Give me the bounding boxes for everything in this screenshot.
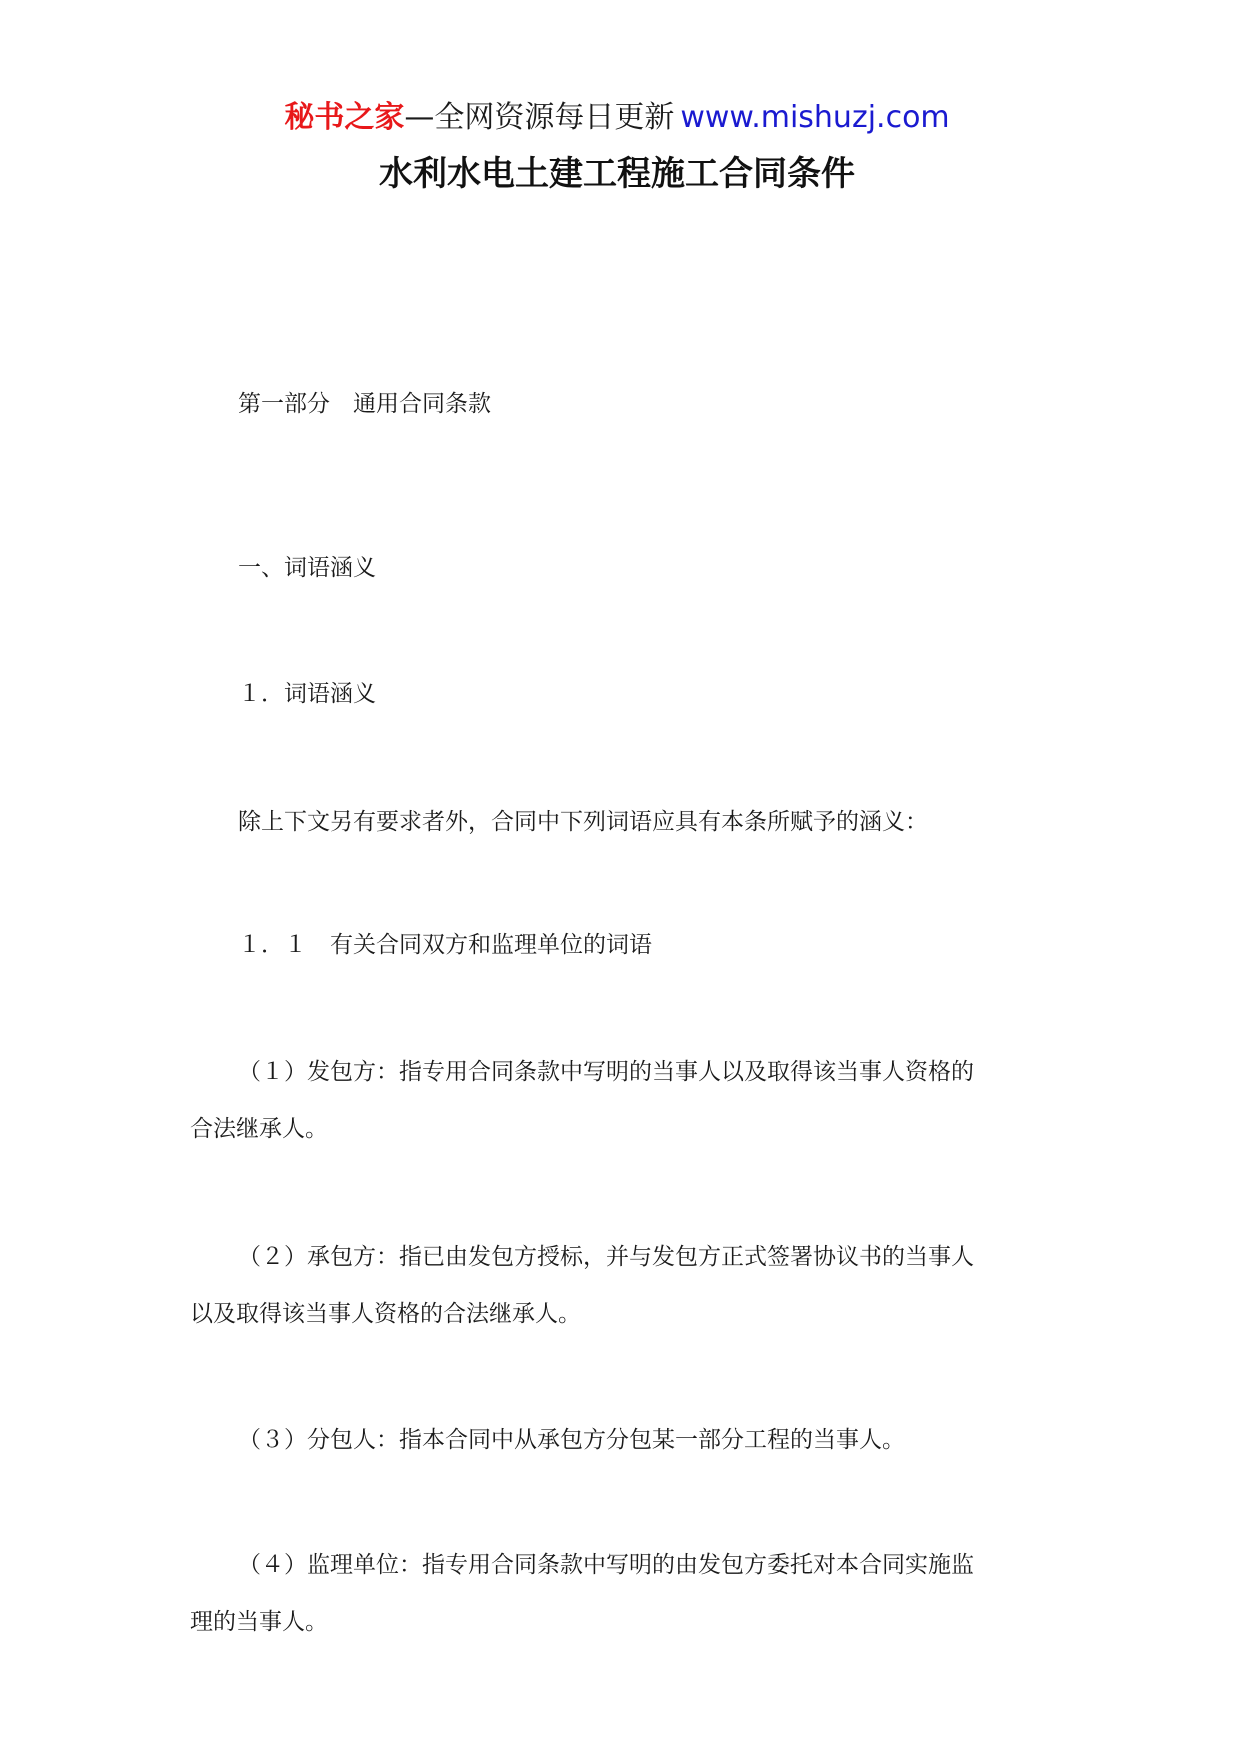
site-banner (0, 98, 1234, 138)
clause-heading: １．词语涵义 (238, 681, 376, 707)
banner-tagline: 全网资源每日更新 (434, 100, 675, 135)
part-heading: 第一部分 通用合同条款 (238, 391, 491, 417)
item-4-line-2: 理的当事人。 (190, 1609, 328, 1635)
document-title: 水利水电土建工程施工合同条件 (379, 154, 855, 194)
section-heading: 一、词语涵义 (238, 555, 376, 581)
item-1-line-2: 合法继承人。 (190, 1116, 328, 1142)
intro-paragraph: 除上下文另有要求者外，合同中下列词语应具有本条所赋予的涵义： (238, 809, 928, 835)
banner-dash: — (404, 100, 435, 135)
brand-name: 秘书之家 (284, 100, 405, 135)
site-url-link[interactable]: www.mishuzj.com (680, 100, 950, 135)
item-2-line-1: （２）承包方：指已由发包方授标，并与发包方正式签署协议书的当事人 (238, 1244, 974, 1270)
item-2-line-2: 以及取得该当事人资格的合法继承人。 (190, 1301, 581, 1327)
item-1-line-1: （１）发包方：指专用合同条款中写明的当事人以及取得该当事人资格的 (238, 1059, 974, 1085)
item-3-line-1: （３）分包人：指本合同中从承包方分包某一部分工程的当事人。 (238, 1427, 905, 1453)
sub-heading: １．１ 有关合同双方和监理单位的词语 (238, 932, 652, 958)
item-4-line-1: （４）监理单位：指专用合同条款中写明的由发包方委托对本合同实施监 (238, 1552, 974, 1578)
